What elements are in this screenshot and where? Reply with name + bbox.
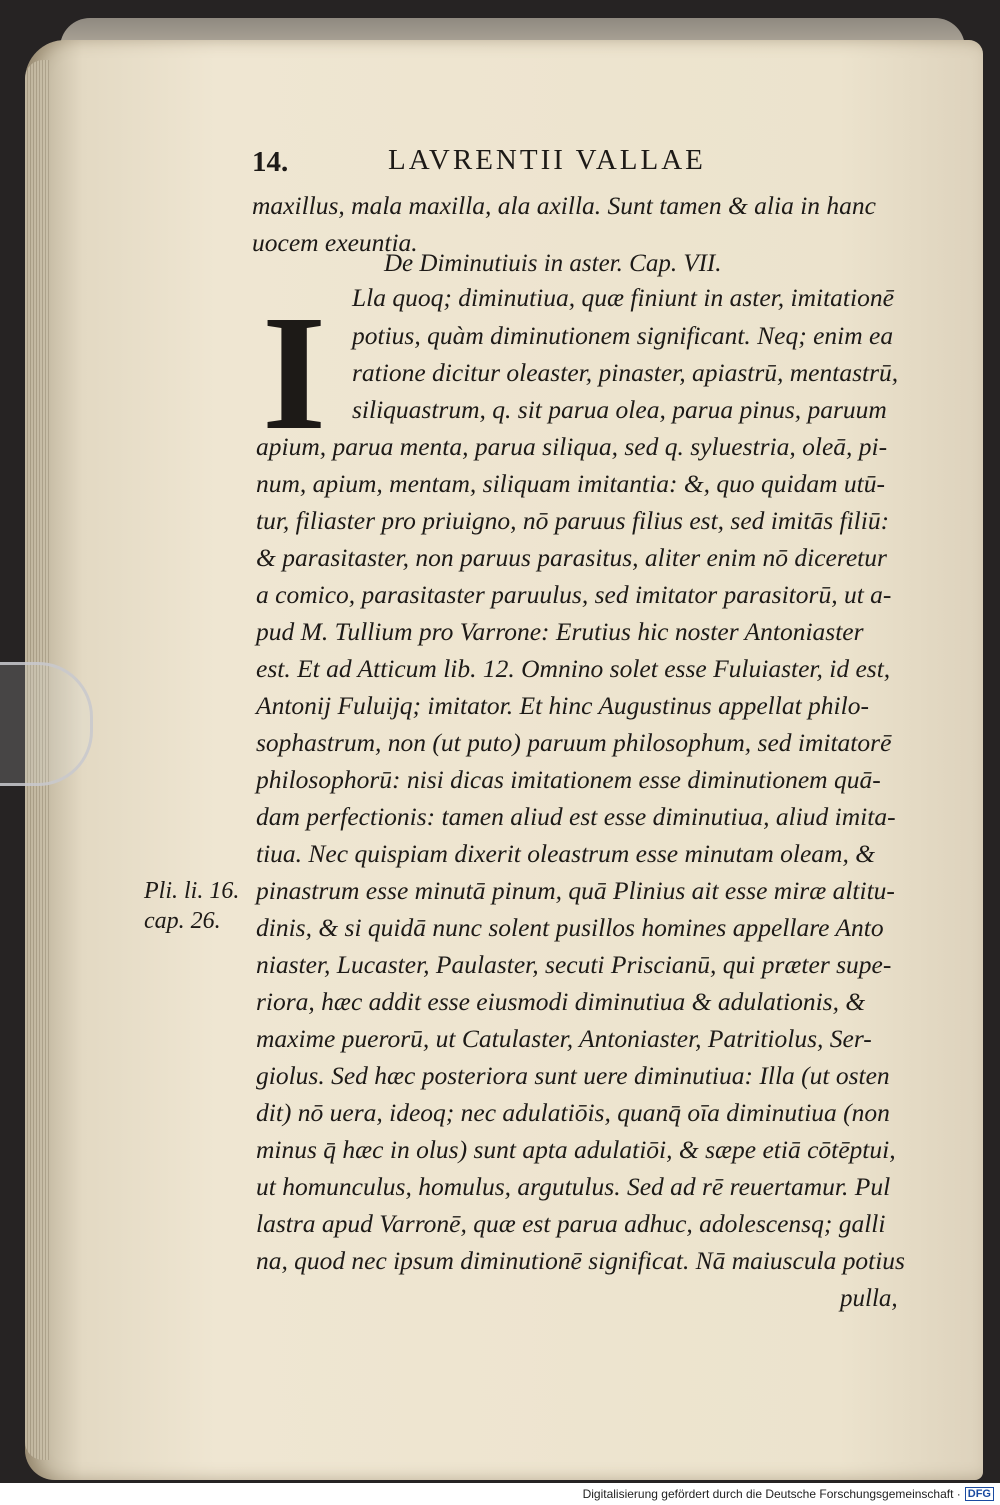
- page-number: 14.: [252, 146, 289, 178]
- text-line: a comico, parasitaster paruulus, sed imitator parasitorū, ut a-: [256, 580, 892, 609]
- text-line: dam perfectionis: tamen aliud est esse diminutiua, aliud imita-: [256, 802, 896, 831]
- text-line: maxime puerorū, ut Catulaster, Antoniaster, Patritiolus, Ser-: [256, 1024, 872, 1053]
- dfg-logo-icon: DFG: [965, 1487, 994, 1501]
- text-line: niaster, Lucaster, Paulaster, secuti Priscianū, qui præter supe-: [256, 950, 892, 979]
- plastic-clip: [0, 662, 93, 786]
- text-line: pud M. Tullium pro Varrone: Erutius hic noster Antoniaster: [256, 617, 864, 646]
- text-line: tur, filiaster pro priuigno, nō paruus filius est, sed imitās filiū:: [256, 506, 890, 535]
- text-line: riora, hæc addit esse eiusmodi diminutiua & adulationis, &: [256, 987, 866, 1016]
- margin-note: cap. 26.: [144, 908, 221, 934]
- text-line: pinastrum esse minutā pinum, quā Plinius ait esse miræ altitu-: [256, 876, 895, 905]
- text-line: giolus. Sed hæc posteriora sunt uere diminutiua: Illa (ut osten: [256, 1061, 890, 1090]
- text-line: siliquastrum, q. sit parua olea, parua pinus, paruum: [352, 395, 887, 424]
- text-line: est. Et ad Atticum lib. 12. Omnino solet esse Fuluiaster, id est,: [256, 654, 891, 683]
- text-line: tiua. Nec quispiam dixerit oleastrum esse minutam oleam, &: [256, 839, 876, 868]
- chapter-heading: De Diminutiuis in aster. Cap. VII.: [384, 250, 722, 277]
- text-line: Lla quoq; diminutiua, quæ finiunt in aster, imitationē: [352, 283, 894, 312]
- text-line: & parasitaster, non paruus parasitus, aliter enim nō diceretur: [256, 543, 887, 572]
- text-line: minus q̄ hæc in olus) sunt apta adulatiōi, & sæpe etiā cōtēptui,: [256, 1135, 896, 1164]
- drop-cap: I: [262, 281, 327, 464]
- text-line: dit) nō uera, ideoq; nec adulatiōis, quanq̄ oīa diminutiua (non: [256, 1098, 890, 1127]
- text-line: ut homunculus, homulus, argutulus. Sed ad rē reuertamur. Pul: [256, 1172, 891, 1201]
- margin-note: Pli. li. 16.: [144, 878, 240, 904]
- running-title: LAVRENTII VALLAE: [388, 144, 706, 176]
- text-line: lastra apud Varronē, quæ est parua adhuc, adolescensq; galli: [256, 1209, 886, 1238]
- text-line: potius, quàm diminutionem significant. Neq; enim ea: [352, 321, 894, 350]
- text-line: dinis, & si quidā nunc solent pusillos homines appellare Anto: [256, 913, 884, 942]
- text-line: maxillus, mala maxilla, ala axilla. Sunt tamen & alia in hanc: [252, 191, 876, 220]
- catchword: pulla,: [840, 1285, 898, 1312]
- text-line: num, apium, mentam, siliquam imitantia: &, quo quidam utū-: [256, 469, 885, 498]
- text-line: Antonij Fuluijq; imitator. Et hinc Augustinus appellat philo-: [256, 691, 869, 720]
- text-line: sophastrum, non (ut puto) paruum philosophum, sed imitatorē: [256, 728, 892, 757]
- footer-bar: [0, 1483, 1000, 1505]
- text-line: philosophorū: nisi dicas imitationem esse diminutionem quā-: [256, 765, 881, 794]
- text-line: apium, parua menta, parua siliqua, sed q. syluestria, oleā, pi-: [256, 432, 888, 461]
- text-line: ratione dicitur oleaster, pinaster, apiastrū, mentastrū,: [352, 358, 899, 387]
- text-line: uocem exeuntia.: [252, 228, 418, 257]
- footer-credit: Digitalisierung gefördert durch die Deutsche Forschungsgemeinschaft ·: [582, 1487, 961, 1501]
- text-line: na, quod nec ipsum diminutionē significat. Nā maiuscula potius: [256, 1246, 905, 1275]
